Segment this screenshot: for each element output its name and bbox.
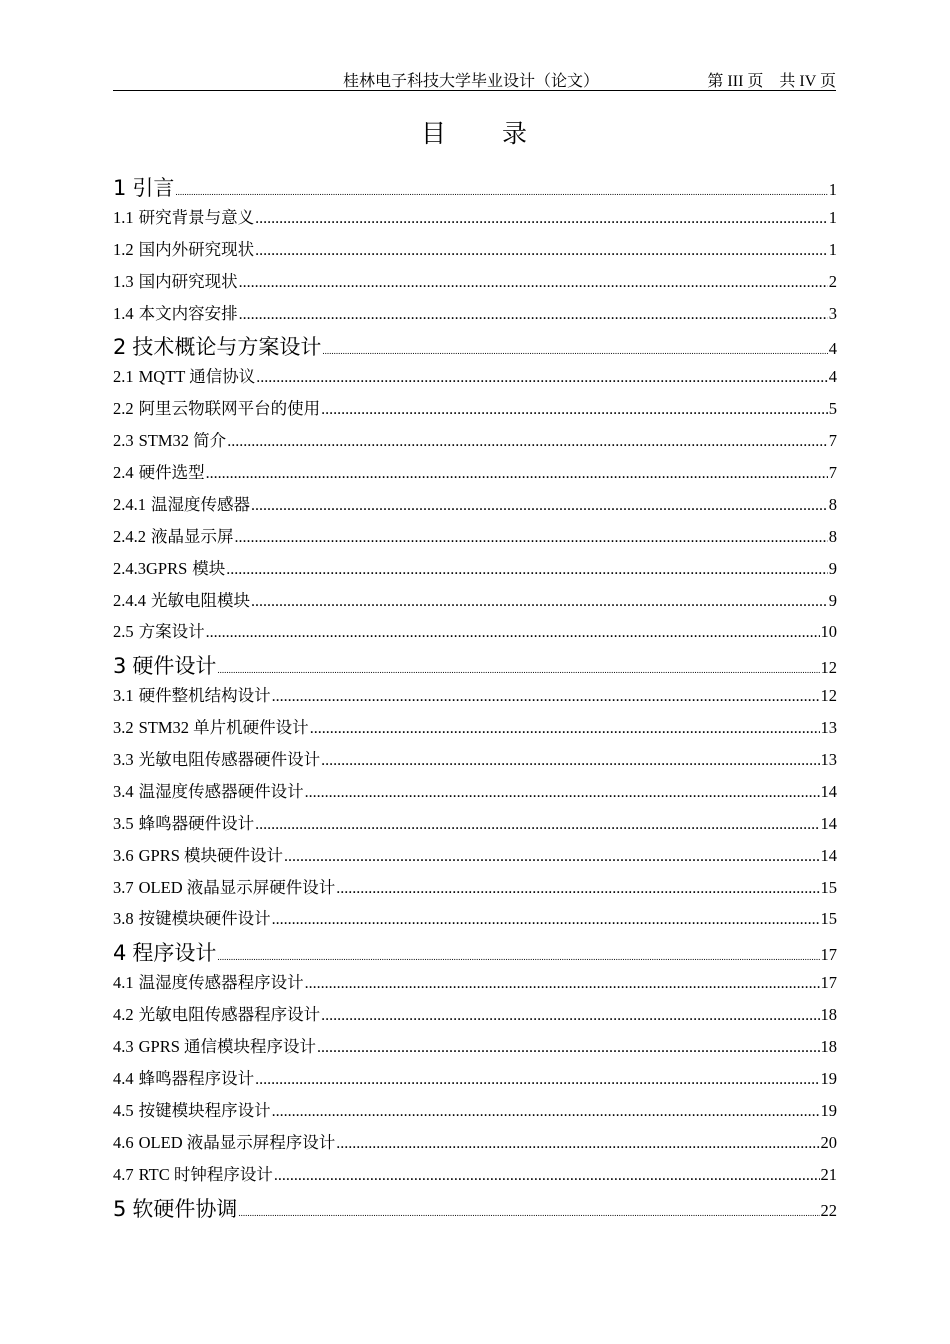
toc-dot-leader xyxy=(305,784,820,802)
toc-chapter-entry[interactable] xyxy=(113,331,837,363)
toc-dot-leader xyxy=(206,465,828,483)
toc-entry-number: 4.7 xyxy=(113,1164,134,1184)
toc-entry-page: 14 xyxy=(820,813,837,833)
toc-entry-page: 7 xyxy=(828,431,837,451)
toc-dot-leader xyxy=(251,593,828,611)
toc-dot-leader xyxy=(238,1208,819,1218)
page-header xyxy=(113,66,836,91)
toc-entry-page: 8 xyxy=(828,526,837,546)
toc-section-entry[interactable] xyxy=(113,1065,837,1097)
toc-entry-title: 温湿度传感器程序设计 xyxy=(138,973,304,993)
toc-entry-number: 2.5 xyxy=(113,622,134,642)
toc-entry-page: 19 xyxy=(820,1068,837,1088)
toc-entry-title: 国内外研究现状 xyxy=(138,239,255,259)
toc-entry-number: 1.2 xyxy=(113,239,134,259)
toc-dot-leader xyxy=(317,1039,819,1057)
toc-entry-title: RTC 时钟程序设计 xyxy=(138,1164,273,1184)
toc-entry-number: 2.4.4 xyxy=(113,590,146,610)
toc-section-entry[interactable] xyxy=(113,587,837,619)
toc-entry-page: 9 xyxy=(828,558,837,578)
toc-entry-title: 温湿度传感器 xyxy=(151,494,250,514)
toc-entry-number: 3.8 xyxy=(113,909,134,929)
toc-section-entry[interactable] xyxy=(113,236,837,268)
toc-entry-title: 光敏电阻传感器程序设计 xyxy=(138,1005,321,1025)
toc-section-entry[interactable] xyxy=(113,1001,837,1033)
toc-entry-page: 1 xyxy=(828,180,837,199)
toc-chapter-entry[interactable] xyxy=(113,650,837,682)
toc-entry-title: 硬件整机结构设计 xyxy=(138,686,271,706)
toc-entry-number: 3.6 xyxy=(113,845,134,865)
toc-entry-number: 2.1 xyxy=(113,367,134,387)
toc-entry-title: 研究背景与意义 xyxy=(138,207,255,227)
toc-entry-number: 4.5 xyxy=(113,1100,134,1120)
toc-entry-number: 4.3 xyxy=(113,1037,134,1057)
toc-section-entry[interactable] xyxy=(113,842,837,874)
toc-dot-leader xyxy=(284,848,819,866)
toc-dot-leader xyxy=(321,401,828,419)
toc-dot-leader xyxy=(206,624,820,642)
toc-section-entry[interactable] xyxy=(113,618,837,650)
toc-dot-leader xyxy=(217,952,819,962)
toc-entry-page: 2 xyxy=(828,271,837,291)
toc-dot-leader xyxy=(239,274,828,292)
toc-section-entry[interactable] xyxy=(113,523,837,555)
toc-section-entry[interactable] xyxy=(113,427,837,459)
toc-entry-title: 按键模块硬件设计 xyxy=(138,909,271,929)
toc-entry-page: 19 xyxy=(820,1100,837,1120)
toc-dot-leader xyxy=(274,1167,820,1185)
table-of-contents xyxy=(113,172,837,1224)
toc-dot-leader xyxy=(321,752,819,770)
toc-entry-page: 3 xyxy=(828,303,837,323)
toc-entry-page: 4 xyxy=(828,367,837,387)
toc-section-entry[interactable] xyxy=(113,746,837,778)
toc-dot-leader xyxy=(322,346,827,356)
toc-dot-leader xyxy=(272,1103,820,1121)
toc-section-entry[interactable] xyxy=(113,714,837,746)
toc-entry-title: OLED 液晶显示屏程序设计 xyxy=(138,1132,336,1152)
toc-entry-page: 9 xyxy=(828,590,837,610)
toc-section-entry[interactable] xyxy=(113,555,837,587)
toc-entry-number: 4.6 xyxy=(113,1132,134,1152)
toc-section-entry[interactable] xyxy=(113,969,837,1001)
toc-entry-title: 软硬件协调 xyxy=(132,1196,238,1221)
toc-section-entry[interactable] xyxy=(113,459,837,491)
toc-chapter-entry[interactable] xyxy=(113,1193,837,1225)
toc-entry-title: 本文内容安排 xyxy=(138,303,238,323)
toc-chapter-entry[interactable] xyxy=(113,937,837,969)
toc-entry-number: 3 xyxy=(113,654,127,679)
toc-dot-leader xyxy=(336,880,819,898)
toc-entry-page: 14 xyxy=(820,845,837,865)
toc-entry-number: 3.5 xyxy=(113,813,134,833)
toc-entry-page: 12 xyxy=(820,686,837,706)
toc-dot-leader xyxy=(305,975,820,993)
toc-entry-title: 按键模块程序设计 xyxy=(138,1100,271,1120)
toc-entry-title: 蜂鸣器程序设计 xyxy=(138,1068,255,1088)
toc-section-entry[interactable] xyxy=(113,491,837,523)
toc-entry-title: 光敏电阻模块 xyxy=(151,590,250,610)
toc-entry-title: 液晶显示屏 xyxy=(151,526,234,546)
toc-dot-leader xyxy=(217,665,819,675)
toc-section-entry[interactable] xyxy=(113,1129,837,1161)
toc-entry-page: 8 xyxy=(828,494,837,514)
toc-dot-leader xyxy=(272,911,820,929)
toc-entry-number: 2.4.1 xyxy=(113,494,146,514)
toc-entry-title: 模块 xyxy=(192,558,226,578)
toc-dot-leader xyxy=(255,210,828,228)
toc-chapter-entry[interactable] xyxy=(113,172,837,204)
toc-entry-title: 程序设计 xyxy=(132,941,217,966)
toc-section-entry[interactable] xyxy=(113,363,837,395)
toc-entry-number: 1.4 xyxy=(113,303,134,323)
toc-entry-title: 技术概论与方案设计 xyxy=(132,335,322,360)
toc-dot-leader xyxy=(256,369,828,387)
toc-dot-leader xyxy=(235,529,828,547)
toc-section-entry[interactable] xyxy=(113,204,837,236)
toc-entry-page: 10 xyxy=(820,622,837,642)
toc-entry-page: 18 xyxy=(820,1037,837,1057)
toc-title: 目 录 xyxy=(420,119,529,148)
toc-section-entry[interactable] xyxy=(113,682,837,714)
toc-entry-title: MQTT 通信协议 xyxy=(138,367,256,387)
toc-entry-number: 2.4 xyxy=(113,463,134,483)
toc-entry-title: GPRS 模块硬件设计 xyxy=(138,845,284,865)
toc-entry-title: 光敏电阻传感器硬件设计 xyxy=(138,750,321,770)
toc-entry-page: 4 xyxy=(828,339,837,359)
toc-entry-page: 22 xyxy=(820,1200,837,1220)
toc-dot-leader xyxy=(336,1135,819,1153)
toc-dot-leader xyxy=(239,306,828,324)
toc-entry-page: 21 xyxy=(820,1164,837,1184)
toc-dot-leader xyxy=(272,688,820,706)
toc-dot-leader xyxy=(255,816,819,834)
toc-dot-leader xyxy=(321,1007,819,1025)
toc-entry-title: GPRS 通信模块程序设计 xyxy=(138,1037,317,1057)
toc-entry-number: 3.4 xyxy=(113,781,134,801)
toc-entry-number: 2 xyxy=(113,335,127,360)
toc-entry-number: 2.2 xyxy=(113,399,134,419)
toc-section-entry[interactable] xyxy=(113,268,837,300)
toc-entry-number: 2.3 xyxy=(113,431,134,451)
toc-entry-page: 13 xyxy=(820,718,837,738)
toc-entry-number: 4.2 xyxy=(113,1005,134,1025)
toc-entry-number: 4 xyxy=(113,941,127,966)
toc-entry-title: 引言 xyxy=(132,176,175,200)
toc-entry-page: 15 xyxy=(820,909,837,929)
toc-dot-leader xyxy=(226,561,827,579)
header-page-info: 第 III 页 共 IV 页 xyxy=(707,73,836,90)
toc-section-entry[interactable] xyxy=(113,874,837,906)
toc-entry-title: 蜂鸣器硬件设计 xyxy=(138,813,255,833)
toc-entry-title: OLED 液晶显示屏硬件设计 xyxy=(138,877,336,897)
toc-section-entry[interactable] xyxy=(113,905,837,937)
toc-section-entry[interactable] xyxy=(113,300,837,332)
toc-entry-number: 1 xyxy=(113,176,127,200)
toc-entry-number: 3.2 xyxy=(113,718,134,738)
toc-dot-leader xyxy=(255,242,828,260)
toc-section-entry[interactable] xyxy=(113,1161,837,1193)
toc-dot-leader xyxy=(255,1071,819,1089)
toc-entry-page: 20 xyxy=(820,1132,837,1152)
toc-entry-title: 国内研究现状 xyxy=(138,271,238,291)
toc-entry-page: 17 xyxy=(820,973,837,993)
toc-entry-page: 1 xyxy=(828,207,837,227)
toc-entry-title: 温湿度传感器硬件设计 xyxy=(138,781,304,801)
toc-entry-page: 14 xyxy=(820,781,837,801)
header-school-title: 桂林电子科技大学毕业设计（论文） xyxy=(343,73,600,90)
toc-entry-number: 2.4.2 xyxy=(113,526,146,546)
toc-entry-page: 5 xyxy=(828,399,837,419)
toc-entry-page: 13 xyxy=(820,750,837,770)
toc-entry-number: 4.1 xyxy=(113,973,134,993)
toc-entry-number: 2.4.3GPRS xyxy=(113,558,188,578)
toc-entry-title: STM32 单片机硬件设计 xyxy=(138,718,309,738)
toc-entry-number: 1.3 xyxy=(113,271,134,291)
toc-section-entry[interactable] xyxy=(113,1033,837,1065)
toc-entry-page: 12 xyxy=(820,658,837,678)
toc-entry-title: 方案设计 xyxy=(138,622,205,642)
toc-dot-leader xyxy=(310,720,820,738)
toc-entry-page: 7 xyxy=(828,463,837,483)
toc-entry-page: 18 xyxy=(820,1005,837,1025)
toc-entry-number: 3.7 xyxy=(113,877,134,897)
toc-entry-title: 硬件设计 xyxy=(132,654,217,679)
toc-entry-number: 4.4 xyxy=(113,1068,134,1088)
toc-entry-title: 阿里云物联网平台的使用 xyxy=(138,399,321,419)
toc-dot-leader xyxy=(175,187,827,197)
toc-entry-number: 3.3 xyxy=(113,750,134,770)
toc-dot-leader xyxy=(251,497,828,515)
toc-entry-number: 3.1 xyxy=(113,686,134,706)
toc-entry-number: 5 xyxy=(113,1196,127,1221)
toc-entry-page: 17 xyxy=(820,945,837,965)
toc-dot-leader xyxy=(227,433,828,451)
toc-section-entry[interactable] xyxy=(113,1097,837,1129)
toc-entry-title: 硬件选型 xyxy=(138,463,205,483)
toc-section-entry[interactable] xyxy=(113,395,837,427)
toc-section-entry[interactable] xyxy=(113,778,837,810)
toc-entry-title: STM32 简介 xyxy=(138,431,227,451)
toc-entry-page: 1 xyxy=(828,239,837,259)
toc-entry-page: 15 xyxy=(820,877,837,897)
toc-section-entry[interactable] xyxy=(113,810,837,842)
toc-entry-number: 1.1 xyxy=(113,207,134,227)
